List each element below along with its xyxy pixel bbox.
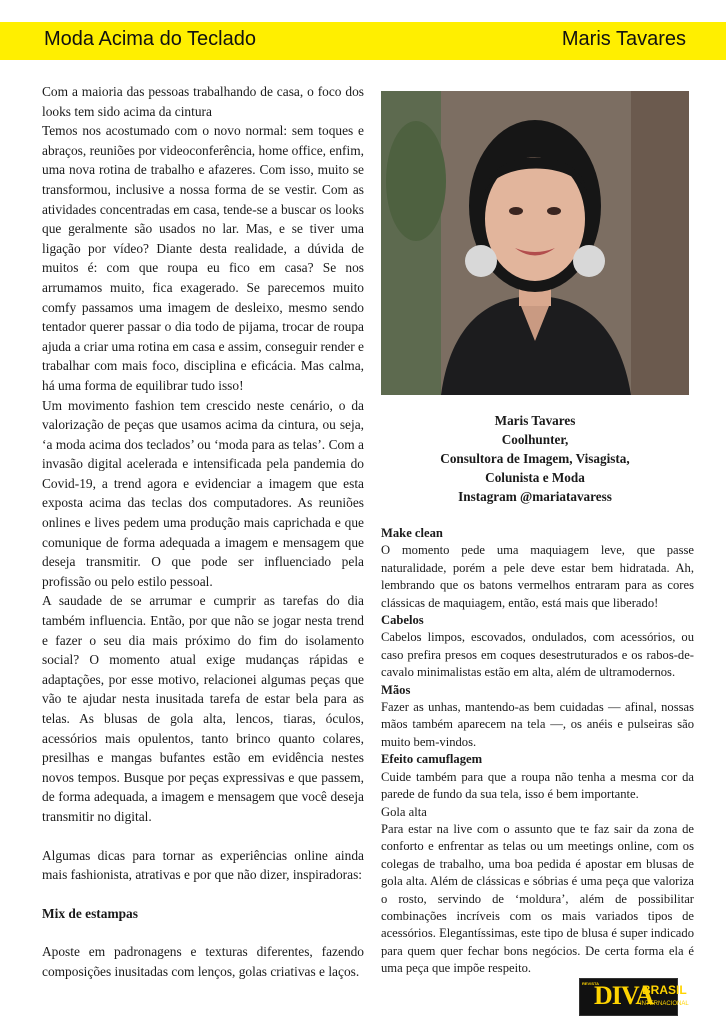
column-title: Moda Acima do Teclado — [44, 28, 256, 50]
logo-prefix: REVISTA — [582, 981, 600, 986]
logo-tagline: INTERNACIONAL — [640, 1001, 689, 1007]
camuflagem-heading: Efeito camuflagem — [381, 752, 483, 767]
author-photo — [381, 91, 689, 395]
gola-heading: Gola alta — [381, 804, 427, 819]
mix-heading: Mix de estampas — [42, 905, 138, 921]
author-name: Maris Tavares — [561, 28, 686, 50]
caption-name: Maris Tavares — [494, 413, 576, 428]
photo-caption — [381, 411, 689, 506]
caption-line: Colunista e Moda — [485, 470, 585, 485]
caption-line: Consultora de Imagem, Visagista, — [440, 451, 630, 466]
make-clean-heading: Make clean — [381, 526, 443, 540]
caption-line: Coolhunter, — [501, 432, 569, 447]
diva-brasil-logo — [579, 978, 689, 1016]
camuflagem-text: Cuide também para que a roupa não tenha a mesma cor da parede de fundo da sua tela, isso é bem importante. — [381, 769, 694, 802]
logo-diva: DIVA — [594, 981, 654, 1010]
make-clean-text: O momento pede uma maquiagem leve, que passe naturalidade, porém a pele deve estar bem hidratada. Ah, lembrando que os batons vermelhos entraram para as cores clássicas de maquiagem, então, está mais que liberado! — [381, 543, 694, 610]
maos-heading: Mãos — [381, 682, 411, 697]
logo-brasil: BRASIL — [642, 983, 687, 997]
article-paragraph: Temos nos acostumado com o novo normal: sem toques e abraços, reuniões por videoconferência, home office, enfim, uma nova rotina de trabalho e afazeres. Com isso, muito se transformou, inclusive a nossa forma de se vestir. Com as atividades concentradas em casa, tende-se a buscar os looks que geralmente são usados no lar. Mas, e se tiver uma ligação por vídeo? Diante desta realidade, a dúvida de muitos é: com que roupa eu fico em casa? Se nos arrumamos muito, fica exagerado. Se parecemos muito comfy passamos uma imagem de desleixo, mesmo sendo tentador querer passar o dia todo de pijama, trocar de roupa ajuda a criar uma rotina em casa e assim, conseguir render e trabalhar com mais foco, disciplina e eficácia. Mas calma, há uma forma de equilibrar tudo isso! — [42, 123, 364, 393]
cabelos-heading: Cabelos — [381, 613, 424, 628]
left-column — [42, 82, 364, 982]
mix-text: Aposte em padronagens e texturas diferentes, fazendo composições inusitadas com lenços, golas criativas e laços. — [42, 944, 364, 979]
caption-instagram: Instagram @mariatavaress — [458, 489, 612, 504]
article-paragraph: A saudade de se arrumar e cumprir as tarefas do dia também influencia. Então, por que não se jogar nesta trend e fazer o seu dia mais próximo do fim do isolamento social? O momento atual exige mudanças rápidas e adaptações, por esse motivo, relacionei algumas peças que vão te ajudar nesta inusitada tarefa de estar bela para as telas. As blusas de gola alta, lencos, tiaras, óculos, acessórios mais opulentos, tanto brinco quanto colares, presilhas e mangas bufantes estão em evidência nestes novos tempos. Busque por peças expressivas e que passem, de forma adequada, a imagem e mensagem que você deseja transmitir no digital. — [42, 593, 364, 824]
tips-intro: Algumas dicas para tornar as experiências online ainda mais fashionista, atrativas e por que não dizer, inspiradoras: — [42, 847, 364, 883]
header-bar — [0, 22, 726, 60]
gola-text: Para estar na live com o assunto que te faz sair da zona de conforto e enfrentar as telas ou um meetings online, com os colegas de trabalho, uma boa pedida é apostar em blusas de gola alta. Além de clássicas e sóbrias é uma peça que valoriza o rosto, servindo de ‘moldura’, além de possibilitar combinações incríveis com os mais variados tipos de acessórios. Elegantíssimas, este tipo de blusa é super indicado para quem quer fechar bons negócios. De certa forma ela é uma peça que impõe respeito. — [381, 821, 694, 976]
maos-text: Fazer as unhas, mantendo-as bem cuidadas — afinal, nossas mãos também aparecem na tela —, os anéis e pulseiras são muito bem-vindos. — [381, 700, 694, 749]
article-paragraph: Com a maioria das pessoas trabalhando de casa, o foco dos looks tem sido acima da cintura — [42, 84, 364, 119]
right-column — [381, 525, 694, 978]
cabelos-text: Cabelos limpos, escovados, ondulados, com acessórios, ou caso prefira presos em coques desestruturados e os rabos-de-cavalo minimalistas estão em alta, além de ultramodernos. — [381, 630, 694, 680]
portrait-illustration — [381, 91, 689, 395]
article-paragraph: Um movimento fashion tem crescido neste cenário, o da valorização de peças que usamos acima da cintura, ou seja, ‘a moda acima dos teclados’ ou ‘moda para as telas’. Com a invasão digital acelerada e intensificada pela pandemia do Covid-19, a trend agora e evidenciar a imagem que esta exposta acima das teclas dos computadores. As reuniões onlines e lives pedem uma produção mais caprichada e que comunique de forma adequada a imagem e mensagem que deseja transmitir. O que pode ser influenciado pela profissão ou pelo estilo pessoal. — [42, 397, 364, 589]
